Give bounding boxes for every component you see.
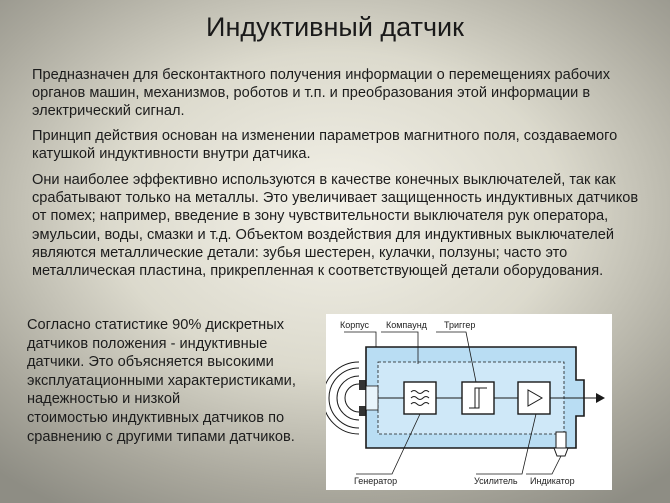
statistics-line: сравнению с другими типами датчиков. xyxy=(27,428,295,445)
sensing-face-bottom xyxy=(359,406,366,416)
label-trigger: Триггер xyxy=(444,320,476,330)
statistics-line: надежностью и низкой xyxy=(27,391,181,408)
label-compound: Компаунд xyxy=(386,320,427,330)
sensing-face-top xyxy=(359,380,366,390)
magnetic-field-icon xyxy=(326,362,359,434)
label-housing: Корпус xyxy=(340,320,370,330)
amplifier-block xyxy=(518,382,550,414)
slide-title: Индуктивный датчик xyxy=(206,12,464,42)
statistics-line: датчиков положения - индуктивные xyxy=(27,335,268,352)
label-indicator: Индикатор xyxy=(530,476,575,486)
label-amplifier: Усилитель xyxy=(474,476,518,486)
paragraph-purpose: Предназначен для бесконтактного получения информации о перемещениях рабочих органов машин, механизмов, роботов и т.п. и преобразования этой информации в электрический сигнал. xyxy=(32,67,610,120)
sensor-diagram-svg xyxy=(326,314,612,490)
sensor-diagram xyxy=(326,314,612,490)
coil xyxy=(366,386,378,410)
statistics-line: эксплуатационными характеристиками, xyxy=(27,372,296,389)
statistics-line: стоимостью индуктивных датчиков по xyxy=(27,409,285,426)
label-generator: Генератор xyxy=(354,476,398,486)
generator-block xyxy=(404,382,436,414)
statistics-line: датчики. Это объясняется высокими xyxy=(27,354,274,371)
statistics-line: Согласно статистике 90% дискретных xyxy=(27,317,285,333)
paragraph-principle: Принцип действия основан на изменении параметров магнитного поля, создаваемого катушкой индуктивности внутри датчика. xyxy=(32,128,618,163)
trigger-block xyxy=(462,382,494,414)
statistics-text xyxy=(27,316,327,446)
indicator-led xyxy=(556,432,566,448)
indicator-lens xyxy=(554,448,568,456)
output-arrow-icon xyxy=(596,393,605,403)
paragraph-usage: Они наиболее эффективно используются в качестве конечных выключателей, так как срабатывают только на металлы. Это увеличивает защищенность индуктивных датчиков от помех; например, введение в зону чувствительности выключателя рук оператора, эмульсии, воды, смазки и т.д. Объектом воздействия для индуктивных выключателей являются металлические детали: зубья шестерен, кулачки, ползуны; часто это металлическая пластина, прикрепленная к соответствующей детали оборудования. xyxy=(32,172,639,280)
